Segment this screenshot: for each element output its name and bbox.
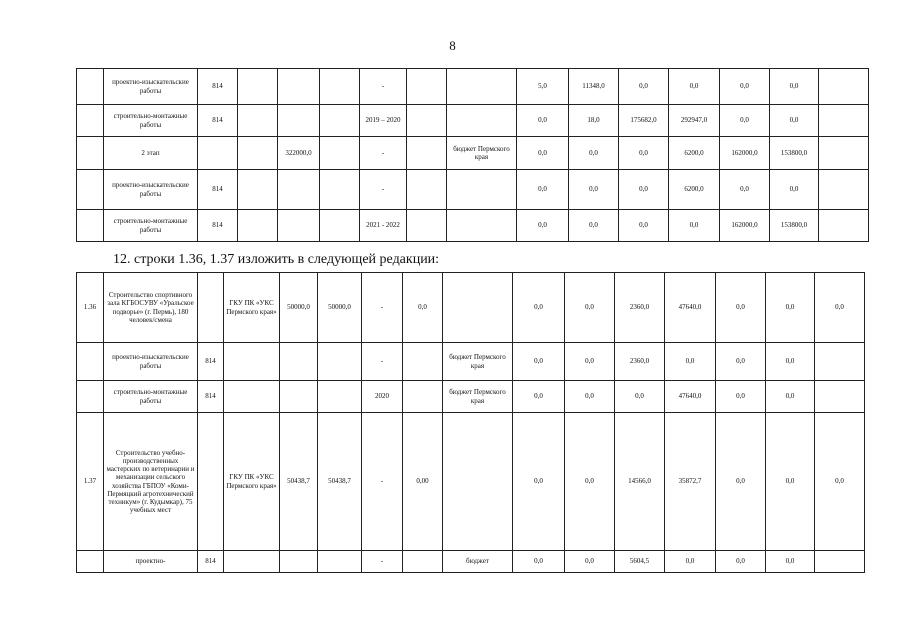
table-cell	[318, 343, 362, 381]
table-cell: строительно-монтажные работы	[104, 105, 198, 137]
table-cell	[407, 105, 447, 137]
table-cell	[815, 381, 865, 413]
table-cell: 0,0	[815, 273, 865, 343]
table-cell: ГКУ ПК «УКС Пермского края»	[224, 413, 280, 551]
table-cell: 0,0	[770, 170, 819, 210]
table-row	[77, 69, 869, 105]
table-cell: 0,0	[716, 343, 766, 381]
table-cell	[447, 170, 517, 210]
table-cell: -	[360, 69, 407, 105]
table-cell	[278, 170, 320, 210]
table-cell	[320, 210, 360, 242]
table-cell: 0,0	[619, 69, 669, 105]
table-row	[77, 273, 865, 343]
table-cell	[280, 381, 318, 413]
table-cell: 0,0	[513, 381, 565, 413]
table-cell	[77, 381, 104, 413]
table-cell	[224, 381, 280, 413]
table-cell: 814	[198, 210, 238, 242]
table-cell: 0,0	[766, 343, 815, 381]
table-cell	[403, 551, 443, 573]
table-cell	[407, 210, 447, 242]
table-cell: 0,0	[619, 210, 669, 242]
table-cell: 0,0	[669, 69, 720, 105]
table-cell: 0,0	[513, 343, 565, 381]
table-cell: 0,0	[815, 413, 865, 551]
table-cell: 0,0	[766, 551, 815, 573]
table-cell	[815, 551, 865, 573]
table-cell: 153800,0	[770, 210, 819, 242]
table-cell: 0,0	[770, 105, 819, 137]
page-number: 8	[449, 38, 456, 53]
table-cell: -	[360, 170, 407, 210]
table-cell: 292947,0	[669, 105, 720, 137]
table-cell	[224, 551, 280, 573]
table-cell: 0,0	[720, 105, 770, 137]
table-cell: 0,0	[517, 210, 569, 242]
table-cell	[819, 170, 869, 210]
table-cell	[278, 69, 320, 105]
table-cell	[318, 551, 362, 573]
table-cell: 0,0	[766, 273, 815, 343]
table-cell: 162000,0	[720, 137, 770, 170]
table-cell: 0,0	[565, 413, 615, 551]
table-cell	[198, 273, 224, 343]
table-cell: 0,0	[716, 273, 766, 343]
table-cell: -	[360, 137, 407, 170]
table-cell: 322000,0	[278, 137, 320, 170]
table-cell: 814	[198, 105, 238, 137]
table-cell: 175682,0	[619, 105, 669, 137]
table-cell: 2021 - 2022	[360, 210, 407, 242]
table-cell: бюджет Пермского края	[443, 381, 513, 413]
table-cell: 1.37	[77, 413, 104, 551]
table-cell: -	[362, 273, 403, 343]
table-cell: 0,0	[720, 69, 770, 105]
table-cell: бюджет	[443, 551, 513, 573]
table-cell: 153800,0	[770, 137, 819, 170]
table-cell: -	[362, 413, 403, 551]
table-cell	[238, 170, 278, 210]
table-cell: 0,0	[513, 273, 565, 343]
table-cell: 814	[198, 381, 224, 413]
table-cell: 50000,0	[318, 273, 362, 343]
table-row	[77, 381, 865, 413]
table-cell	[77, 170, 104, 210]
table-cell: 0,0	[770, 69, 819, 105]
table-cell: строительно-монтажные работы	[104, 381, 198, 413]
table-cell	[403, 381, 443, 413]
table-cell: 2 этап	[104, 137, 198, 170]
table-cell: 11348,0	[569, 69, 619, 105]
table-cell	[320, 69, 360, 105]
table-cell: 814	[198, 69, 238, 105]
table-cell	[320, 105, 360, 137]
table-cell: проектно-изыскательские работы	[104, 170, 198, 210]
table-cell: 0,0	[716, 551, 766, 573]
table-cell: 47640,0	[665, 273, 716, 343]
table-cell	[77, 343, 104, 381]
table-cell: 0,0	[513, 551, 565, 573]
table-cell	[238, 210, 278, 242]
table-row	[77, 551, 865, 573]
table-cell: 0,0	[517, 170, 569, 210]
table-cell	[320, 137, 360, 170]
table-cell: Строительство спортивного зала КГБОСУВУ «Уральское подворье» (г. Пермь), 180 человек/смена	[104, 273, 198, 343]
table-cell: 2360,0	[615, 273, 665, 343]
table-row	[77, 210, 869, 242]
table-cell: строительно-монтажные работы	[104, 210, 198, 242]
table-cell: 14566,0	[615, 413, 665, 551]
table-cell	[407, 170, 447, 210]
table-cell: 50438,7	[280, 413, 318, 551]
table-cell	[318, 381, 362, 413]
table-cell	[224, 343, 280, 381]
table-cell: 0,0	[766, 381, 815, 413]
table-cell	[77, 551, 104, 573]
table-cell: 0,0	[669, 210, 720, 242]
table-cell	[77, 137, 104, 170]
table-cell	[280, 551, 318, 573]
table-cell: 0,0	[569, 170, 619, 210]
table-cell	[238, 137, 278, 170]
table-cell: проектно-изыскательские работы	[104, 69, 198, 105]
table-cell	[77, 210, 104, 242]
table-cell: 0,0	[517, 137, 569, 170]
table-row	[77, 343, 865, 381]
table-cell: -	[362, 551, 403, 573]
table-cell: -	[362, 343, 403, 381]
table-cell	[407, 137, 447, 170]
budget-table-rows-1-36-1-37	[76, 272, 865, 573]
table-cell: 0,0	[565, 551, 615, 573]
table-cell: 0,0	[665, 343, 716, 381]
table-cell	[819, 105, 869, 137]
budget-table-continuation	[76, 68, 869, 242]
table-cell: проектно-	[104, 551, 198, 573]
table-row	[77, 105, 869, 137]
table-cell: 6200,0	[669, 170, 720, 210]
table-cell: 162000,0	[720, 210, 770, 242]
table-cell: 0,0	[716, 381, 766, 413]
section-heading: 12. строки 1.36, 1.37 изложить в следующей редакции:	[113, 252, 440, 267]
table-row	[77, 413, 865, 551]
table-cell	[278, 105, 320, 137]
table-cell	[819, 69, 869, 105]
table-cell	[447, 105, 517, 137]
table-cell: Строительство учебно-производственных мастерских по ветеринарии и механизации сельского хозяйства ГБПОУ «Коми-Пермяцкий агротехнический техникум» (г. Кудымкар), 75 учебных мест	[104, 413, 198, 551]
table-cell: 6200,0	[669, 137, 720, 170]
table-cell	[815, 343, 865, 381]
table-row	[77, 170, 869, 210]
table-cell: 814	[198, 551, 224, 573]
table-cell	[77, 105, 104, 137]
table-cell: 0,0	[569, 137, 619, 170]
table-cell	[403, 343, 443, 381]
table-cell	[443, 413, 513, 551]
table-cell: 814	[198, 170, 238, 210]
table-cell	[447, 69, 517, 105]
table-cell: 5,0	[517, 69, 569, 105]
table-cell	[77, 69, 104, 105]
table-cell: 0,0	[716, 413, 766, 551]
table-cell: 35872,7	[665, 413, 716, 551]
table-cell: 0,0	[615, 381, 665, 413]
table-cell: 2019 – 2020	[360, 105, 407, 137]
table-cell: 0,0	[565, 273, 615, 343]
table-cell	[320, 170, 360, 210]
table-cell: 0,0	[665, 551, 716, 573]
table-cell: 0,00	[403, 413, 443, 551]
table-cell	[198, 413, 224, 551]
table-cell: 0,0	[720, 170, 770, 210]
table-cell: 0,0	[619, 170, 669, 210]
table-cell: проектно-изыскательские работы	[104, 343, 198, 381]
table-cell	[819, 210, 869, 242]
table-cell	[407, 69, 447, 105]
table-cell: 0,0	[517, 105, 569, 137]
table-cell: 50438,7	[318, 413, 362, 551]
table-cell: 1.36	[77, 273, 104, 343]
table-cell: 47640,0	[665, 381, 716, 413]
table-cell: бюджет Пермского края	[443, 343, 513, 381]
table-cell: 5604,5	[615, 551, 665, 573]
table-cell: 0,0	[513, 413, 565, 551]
table-cell: 0,0	[569, 210, 619, 242]
table-cell	[198, 137, 238, 170]
table-cell: 2020	[362, 381, 403, 413]
table-row	[77, 137, 869, 170]
table-cell: бюджет Пермского края	[447, 137, 517, 170]
table-cell: 2360,0	[615, 343, 665, 381]
table-cell: 0,0	[565, 343, 615, 381]
table-cell: 0,0	[619, 137, 669, 170]
table-cell	[238, 69, 278, 105]
table-cell: 18,0	[569, 105, 619, 137]
table-cell: 0,0	[403, 273, 443, 343]
table-cell: 50000,0	[280, 273, 318, 343]
table-cell	[238, 105, 278, 137]
table-cell: 814	[198, 343, 224, 381]
table-cell: ГКУ ПК «УКС Пермского края»	[224, 273, 280, 343]
table-cell	[278, 210, 320, 242]
table-cell	[447, 210, 517, 242]
table-cell	[819, 137, 869, 170]
table-cell: 0,0	[766, 413, 815, 551]
table-cell	[443, 273, 513, 343]
table-cell: 0,0	[565, 381, 615, 413]
table-cell	[280, 343, 318, 381]
